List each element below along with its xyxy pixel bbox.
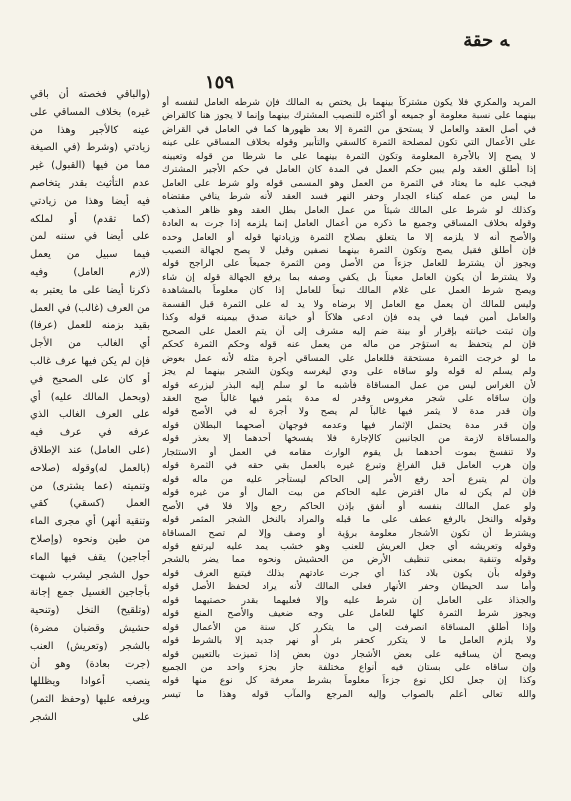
main-text-line: وإن ساقاه على شجر مغروس وقدر له مدة يثمر فيها غالباً صح العقد — [162, 392, 536, 404]
margin-text-line: على الشجر — [30, 711, 150, 723]
main-text-line: وليس للمالك أن يعمل مع العامل إلا برضاه ولا يد له على الثمرة قبل القسمة — [162, 298, 536, 310]
margin-text-line: على العرف الغالب الذي — [30, 409, 150, 421]
margin-text-line: فيه أيضا وهذا من زيادتي — [30, 195, 150, 207]
margin-text-line: عرفه في عرف فيه — [30, 427, 150, 439]
margin-text-line: ينصب أعوادا ويظللها — [30, 676, 150, 688]
main-text-line: ما لو خرجت الثمرة مستحقة فللعامل على المساقي أجرة مثله لأنه عمل بعوض — [162, 352, 536, 364]
main-text-line: وإن ثبتت خيانته بإقرار أو بينة ضم إليه مشرف إلى أن يتم العمل على الصحيح — [162, 325, 536, 337]
main-text-block — [162, 96, 536, 756]
margin-text-line: من العرف (غالب) في العمل — [30, 302, 150, 314]
main-text-line: المريد والمكري فلا يكون مشتركاً بينهما بل يختص به المالك فإن شرطه العامل لنفسه أو — [162, 97, 536, 108]
margin-text-line: من طين ونحوه (وإصلاح — [30, 533, 150, 545]
main-text-line: وإن قدر مدة لا يثمر فيها غالباً لم يصح ولا أجرة له في الأصح قوله — [162, 406, 536, 418]
margin-text-line: أو كان على الصحيح في — [30, 373, 150, 385]
main-text-line: والمساقاة لازمة من الجانبين كالإجارة فلا يفسخها أحدهما إلا بعذر قوله — [162, 433, 536, 445]
main-text-line: وإن هرب العامل قبل الفراغ وتبرع غيره بالعمل بقي حقه في الثمرة قوله — [162, 460, 536, 472]
main-text-line: فإن أطلق فقيل يصح وتكون الثمرة بينهما نصفين وقيل لا يصح لجهالة النصيب — [162, 244, 536, 256]
margin-text-line: غيره) بخلاف المساقي على — [30, 106, 150, 118]
margin-text-line: (على العامل) عند الإطلاق — [30, 444, 150, 456]
main-text-line: على الأعمال التي تكون لمصلحة الثمرة كالسقي والتأبير وقوله بخلاف المساقي على عينه — [162, 137, 536, 149]
margin-text-line: زيادتي (وشرط (في الصيغة — [30, 142, 150, 154]
page-number: ١٥٩ — [205, 72, 235, 93]
margin-text-line: ذكرنا أيضا على ما يعتبر به — [30, 284, 150, 296]
margin-text-line: (لازم العامل) وفيه — [30, 266, 150, 278]
main-text-line: وقوله وتنقية بمعنى تنظيف الأرض من الحشيش ونحوه مما يضر بالشجر — [162, 554, 536, 566]
main-text-line: بينهما على نسبة معلومة أو جميعه أو أكثره للنصيب المشترك بينهما وإنما لا يجوز هنا كالقراض — [162, 110, 536, 122]
main-text-line: لأن الغراس ليس من عمل المساقاة فأشبه ما لو سلم إليه البذر ليزرعه قوله — [162, 379, 536, 391]
main-text-line: وقوله والنخل بالرفع عطف على ما قبله والمراد بالنخل الشجر المثمر قوله — [162, 514, 536, 526]
margin-text-line: عدم التأثيث بقدر يتخاصم — [30, 177, 150, 189]
main-text-line: إذا أطلق العقد ولم يبين حكم العمل في المدة كان العامل في حكم الأجير المشترك — [162, 164, 536, 176]
main-text-line: وإن لم يتبرع أحد رفع الأمر إلى الحاكم ليستأجر عليه من ماله قوله — [162, 473, 536, 485]
main-text-line: ويجوز أن يشترط للعامل جزءاً من الأصل ومن الثمرة جميعاً على الراجح قوله — [162, 258, 536, 270]
margin-text-line: وتنقية أنهر) أي مجرى الماء — [30, 516, 150, 528]
main-text-line: فإن لم يتحفظ به استؤجر من ماله من يعمل عنه قوله وحكم الثمرة كحكم — [162, 339, 536, 351]
main-text-line: ويشترط أن تكون الأشجار معلومة برؤية أو وصف وإلا لم تصح المساقاة — [162, 527, 536, 539]
margin-commentary — [30, 86, 150, 796]
margin-text-line: (وتلقيح) النخل (وتنحية — [30, 605, 150, 617]
main-text-line: وقوله بخلاف المساقي وجميع ما ذكره من أعمال العامل إنما يلزمه إذا جرت به العادة — [162, 218, 536, 230]
margin-text-line: بقيد بزمنه للعمل (عرفا) — [30, 320, 150, 332]
margin-text-line: حشيش وقضبان مضرة) — [30, 622, 150, 634]
main-text-line: وإذا أطلق المساقاة انصرفت إلى ما يتكرر كل سنة من الأعمال قوله — [162, 621, 536, 633]
main-text-line: فإن لم يكن له مال اقترض عليه الحاكم من بيت المال أو من غيره قوله — [162, 487, 536, 499]
margin-text-line: بأجاجين الغسيل جمع إجانة — [30, 587, 150, 599]
margin-text-line: فيما سبيل من يعمل — [30, 249, 150, 261]
main-text-line: لا يصح إلا بالأجرة المعلومة وتكون الثمرة بينهما على ما شرطا من قوله وتعيينه — [162, 150, 536, 162]
margin-text-line: (والباقي فخصته أن باقي — [30, 89, 150, 100]
margin-text-line: أي الغالب من الأجل — [30, 338, 150, 350]
main-text-line: ولا يلزم العامل ما لا يتكرر كحفر بئر أو نهر جديد إلا بالشرط قوله — [162, 635, 536, 647]
main-text-line: وكذا إن جعل لكل نوع جزءاً معلوماً بشرط معرفة كل نوع منها قوله — [162, 675, 536, 687]
main-text-line: ما ليس من عمله كبناء الجدار وحفر النهر فسد العقد لأنه شرط ينافي مقتضاه — [162, 191, 536, 203]
margin-text-line: (بالعمل له)وقوله (صلاحه — [30, 462, 150, 474]
main-text-line: في أصل العقد والعامل لا يستحق من الثمرة إلا بعد ظهورها كما في العامل في القراض — [162, 123, 536, 135]
main-text-line: وإن ساقاه على بستان فيه أنواع مختلفة جاز بجزء واحد من الجميع — [162, 662, 536, 674]
main-text-line: وأما سد الحيطان وحفر الأنهار فعلى المالك لأنه يراد لحفظ الأصل قوله — [162, 581, 536, 593]
main-text-line: ولا تنفسخ بموت أحدهما بل يقوم الوارث مقامه في العمل أو الاستئجار — [162, 446, 536, 458]
margin-text-line: بالشجر (وتعريش) العنب — [30, 640, 150, 652]
margin-text-line: عينه كالأجير وهذا من — [30, 124, 150, 136]
main-text-line: ولم يسلم له قوله ولو ساقاه على ودي ليغرسه ويكون الشجر بينهما لم يجز — [162, 366, 536, 378]
margin-text-line: ويرفعه عليها (وحفظ الثمر) — [30, 694, 150, 706]
main-text-line: وقوله وتعريشه أي جعل العريش للعنب وهو خشب يمد عليه ليرتفع قوله — [162, 540, 536, 552]
main-text-line: ويجوز شرط الثمرة كلها للعامل على وجه ضعيف والأصح المنع قوله — [162, 608, 536, 620]
margin-text-line: (وبحمل المالك عليه) أي — [30, 391, 150, 403]
margin-text-line: وتنميته (عما يشترى) من — [30, 480, 150, 492]
margin-text-line: (جرت بعادة) وهو أن — [30, 658, 150, 670]
main-text-line: ولو عمل المالك بنفسه أو أنفق بإذن الحاكم رجع وإلا فلا في الأصح — [162, 500, 536, 512]
main-text-line: والله تعالى أعلم بالصواب وإليه المرجع والمآب قوله وهذا ما تيسر — [162, 688, 536, 700]
main-text-line: وقوله بأن يكون بلاد كذا أي جرت عادتهم بذلك فيتبع العرف قوله — [162, 567, 536, 579]
main-text-line: فيجب عليه ما يعتاد في الثمرة من العمل وهو المسمى قوله ولو شرط على العامل — [162, 177, 536, 189]
header-ornament: ﻪ ﺣﻘﺔ — [463, 30, 509, 51]
main-text-line: ويصح أن يساقيه على بعض الأشجار دون بعض إذا تميزت بالتعيين قوله — [162, 648, 536, 660]
main-text-line: وإن قدر مدة يحتمل الإثمار فيها وعدمه فوجهان أصحهما البطلان قوله — [162, 419, 536, 431]
margin-text-line: على أيضا في سننه لمن — [30, 231, 150, 243]
margin-text-line: فإن لم يكن فيها عرف غالب — [30, 355, 150, 367]
main-text-line: والجذاذ على العامل إن شرط عليه وإلا فعليهما بقدر حصتيهما قوله — [162, 594, 536, 606]
margin-text-line: أجاجين) يقف فيها الماء — [30, 551, 150, 563]
margin-text-line: حول الشجر ليشرب شبهت — [30, 569, 150, 581]
margin-text-line: مما من فيها (القبول) غير — [30, 160, 150, 172]
main-text-line: والعامل أمين فيما في يده فإن ادعى هلاكاً أو خيانة صدق بيمينه قوله وكذا — [162, 312, 536, 324]
margin-text-line: العمل (كسقي) كقي — [30, 498, 150, 510]
main-text-line: وكذلك لو شرط على المالك شيئاً من عمل العامل بطل العقد وهو ظاهر المذهب — [162, 204, 536, 216]
margin-text-line: (كما تقدم) أو لملكه — [30, 213, 150, 225]
main-text-line: ولا يشترط أن يكون العامل معيناً بل يكفي وصفه بما يرفع الجهالة قوله إن شاء — [162, 271, 536, 283]
main-text-line: ويصح شرط العمل على غلام المالك تبعاً للعامل إذا كان معلوماً بالمشاهدة — [162, 285, 536, 297]
main-text-line: والأصح أنه لا يلزمه إلا ما يتعلق بصلاح الثمرة وزيادتها قوله أو العامل وحده — [162, 231, 536, 243]
